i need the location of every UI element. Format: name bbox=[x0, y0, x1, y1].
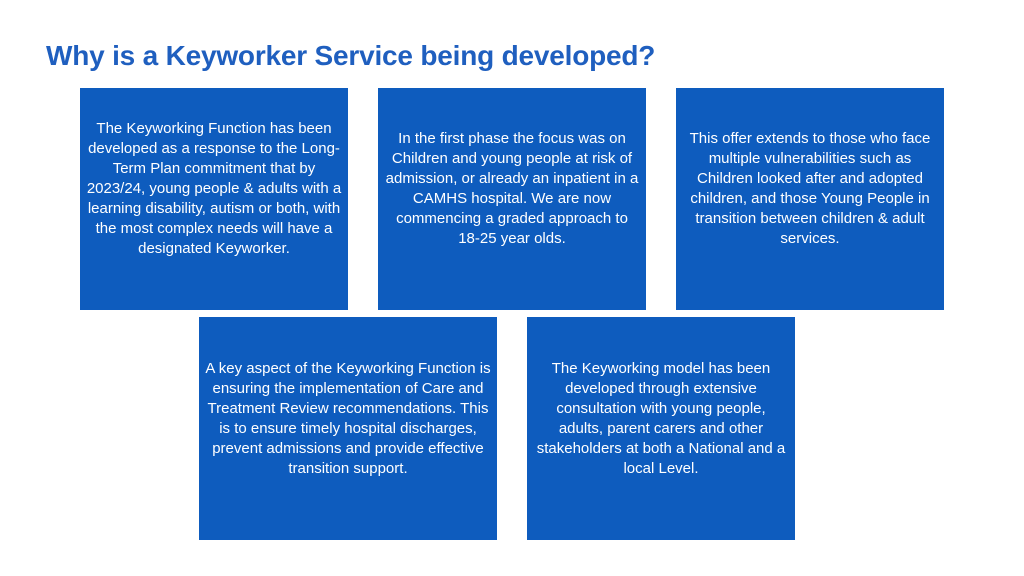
info-box-offer-extends bbox=[676, 88, 944, 310]
slide-title: Why is a Keyworker Service being developed? bbox=[46, 40, 656, 71]
info-box-text: This offer extends to those who face multiple vulnerabilities such as Children looked after and adopted children, and those Young People in transition between children & adult services. bbox=[689, 130, 931, 247]
info-box-text: The Keyworking Function has been developed as a response to the Long-Term Plan commitment that by 2023/24, young people & adults with a learning disability, autism or both, with the most complex needs will have a designated Keyworker. bbox=[86, 120, 342, 257]
info-box-text: The Keyworking model has been developed through extensive consultation with young people, adults, parent carers and other stakeholders at both a National and a local Level. bbox=[536, 359, 786, 477]
info-box-long-term-plan bbox=[80, 88, 348, 310]
info-box-consultation bbox=[527, 317, 795, 540]
info-box-text: A key aspect of the Keyworking Function is ensuring the implementation of Care and Treatment Review recommendations. This is to ensure timely hospital discharges, prevent admissions and provide effective transition support. bbox=[205, 359, 491, 477]
info-box-key-aspect bbox=[199, 317, 497, 540]
info-box-text: In the first phase the focus was on Children and young people at risk of admission, or already an inpatient in a CAMHS hospital. We are now commencing a graded approach to 18-25 year olds. bbox=[385, 130, 639, 247]
info-box-first-phase bbox=[378, 88, 646, 310]
